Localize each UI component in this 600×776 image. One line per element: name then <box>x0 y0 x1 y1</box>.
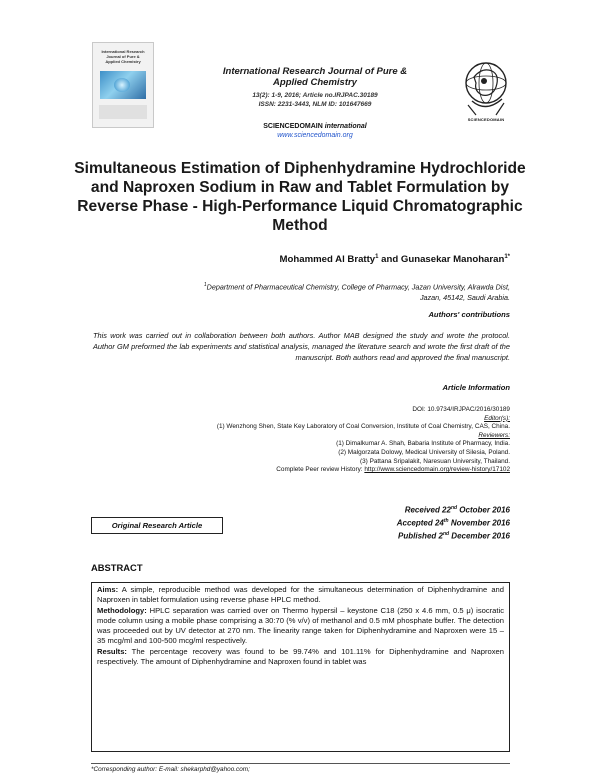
journal-name <box>195 66 435 88</box>
editor-1: (1) Wenzhong Shen, State Key Laboratory of Coal Conversion, Institute of Coal Chemistry, CAS, China. <box>216 423 510 431</box>
publisher-name: SCIENCEDOMAIN <box>263 123 323 130</box>
reviewers-label: Reviewers: <box>478 431 510 439</box>
contributions-heading: Authors' contributions <box>428 310 510 319</box>
journal-meta <box>195 91 435 109</box>
abstract-aims: Aims: A simple, reproducible method was developed for the simultaneous determination of Diphenhydramine and Naproxen in tablet formulation using reverse phase HPLC method. <box>97 585 504 605</box>
affiliation-sup: 1 <box>203 282 207 288</box>
reviewer-3: (3) Pattana Sripalakit, Naresuan University, Thailand. <box>359 457 510 465</box>
author-list <box>190 254 510 265</box>
paper-title: Simultaneous Estimation of Diphenhydramine Hydrochloride and Naproxen Sodium in Raw and Tablet Formulation by Reverse Phase - High-Performance Liquid Chromatographic Method <box>74 160 526 234</box>
received-date: Received 22nd October 2016 <box>404 505 510 515</box>
article-info-heading: Article Information <box>442 383 510 392</box>
author-1: Mohammed Al Bratty <box>279 254 376 266</box>
issn-info: ISSN: 2231-3443, NLM ID: 101647669 <box>258 101 372 108</box>
publisher-url[interactable]: www.sciencedomain.org <box>277 132 353 139</box>
abstract-heading: ABSTRACT <box>91 562 143 573</box>
journal-cover-image <box>92 42 154 128</box>
accepted-date: Accepted 24th November 2016 <box>396 518 510 528</box>
reviewer-2: (2) Malgorzata Dolowy, Medical University of Silesia, Poland. <box>338 448 510 456</box>
published-date: Published 2nd December 2016 <box>398 531 510 541</box>
logo-caption: SCIENCEDOMAIN <box>467 117 505 122</box>
editors-label: Editor(s): <box>484 414 510 422</box>
article-info <box>100 406 510 475</box>
affiliation-line1: Department of Pharmaceutical Chemistry, College of Pharmacy, Jazan University, Alrawda Dist, <box>206 282 510 292</box>
journal-name-line2: Applied Chemistry <box>273 77 357 88</box>
author-1-affil: 1 <box>375 254 379 260</box>
journal-name-line1: International Research Journal of Pure & <box>222 66 408 77</box>
reviewer-1: (1) Dimalkumar A. Shah, Babaria Institute of Pharmacy, India. <box>336 440 510 448</box>
author-2: Gunasekar Manoharan <box>400 254 505 266</box>
cover-title: International Research Journal of Pure & Applied Chemistry <box>101 49 145 64</box>
abstract-methodology: Methodology: HPLC separation was carried over on Thermo hypersil – keystone C18 (250 x 4.6 mm, 0.5 μ) isocratic mode column using a mobile phase comprising a 30:70 (% v/v) of methanol and 0.5 mM phosphate buffer. The detection was proceeded out by UV detector at 270 nm. The linearity range taken for Diphenhydramine and Naproxen were 15 – 35 mcg/ml and 100-500 mcg/ml respectively. <box>97 605 504 646</box>
author-2-affil: 1* <box>504 254 510 260</box>
review-history-label: Complete Peer review History: <box>276 466 365 474</box>
cover-footer-band <box>99 105 147 119</box>
affiliation <box>95 280 510 303</box>
abstract-results: Results: The percentage recovery was found to be 99.74% and 101.11% for Diphenhydramine and Naproxen respectively. The amount of Diphenhydramine and Naproxen found in tablet was <box>97 646 504 667</box>
publisher-block <box>195 122 435 140</box>
author-connector: and <box>378 254 401 266</box>
review-history-link[interactable]: http://www.sciencedomain.org/review-history/17102 <box>364 466 510 474</box>
cover-illustration <box>100 71 146 99</box>
publisher-suffix: international <box>322 123 367 130</box>
volume-info: 13(2): 1-9, 2016; Article no.IRJPAC.30189 <box>252 92 378 99</box>
doi: DOI: 10.9734/IRJPAC/2016/30189 <box>412 406 510 413</box>
corresponding-author-footnote: *Corresponding author: E-mail: shekarphd@yahoo.com; <box>91 766 250 773</box>
abstract-box <box>91 582 510 752</box>
article-type-badge: Original Research Article <box>91 517 223 534</box>
contributions-text: This work was carried out in collaboration between both authors. Author MAB designed the study and wrote the protocol. Author GM preformed the lab experiments and statistical analysis, managed the literature search and wrote the first draft of the manuscript. Both authors read and approved the final manuscript. <box>93 331 510 362</box>
footnote-rule <box>91 763 510 764</box>
publication-dates <box>300 503 510 542</box>
sciencedomain-logo-icon <box>462 57 510 121</box>
affiliation-line2: Jazan, 45142, Saudi Arabia. <box>419 293 510 303</box>
